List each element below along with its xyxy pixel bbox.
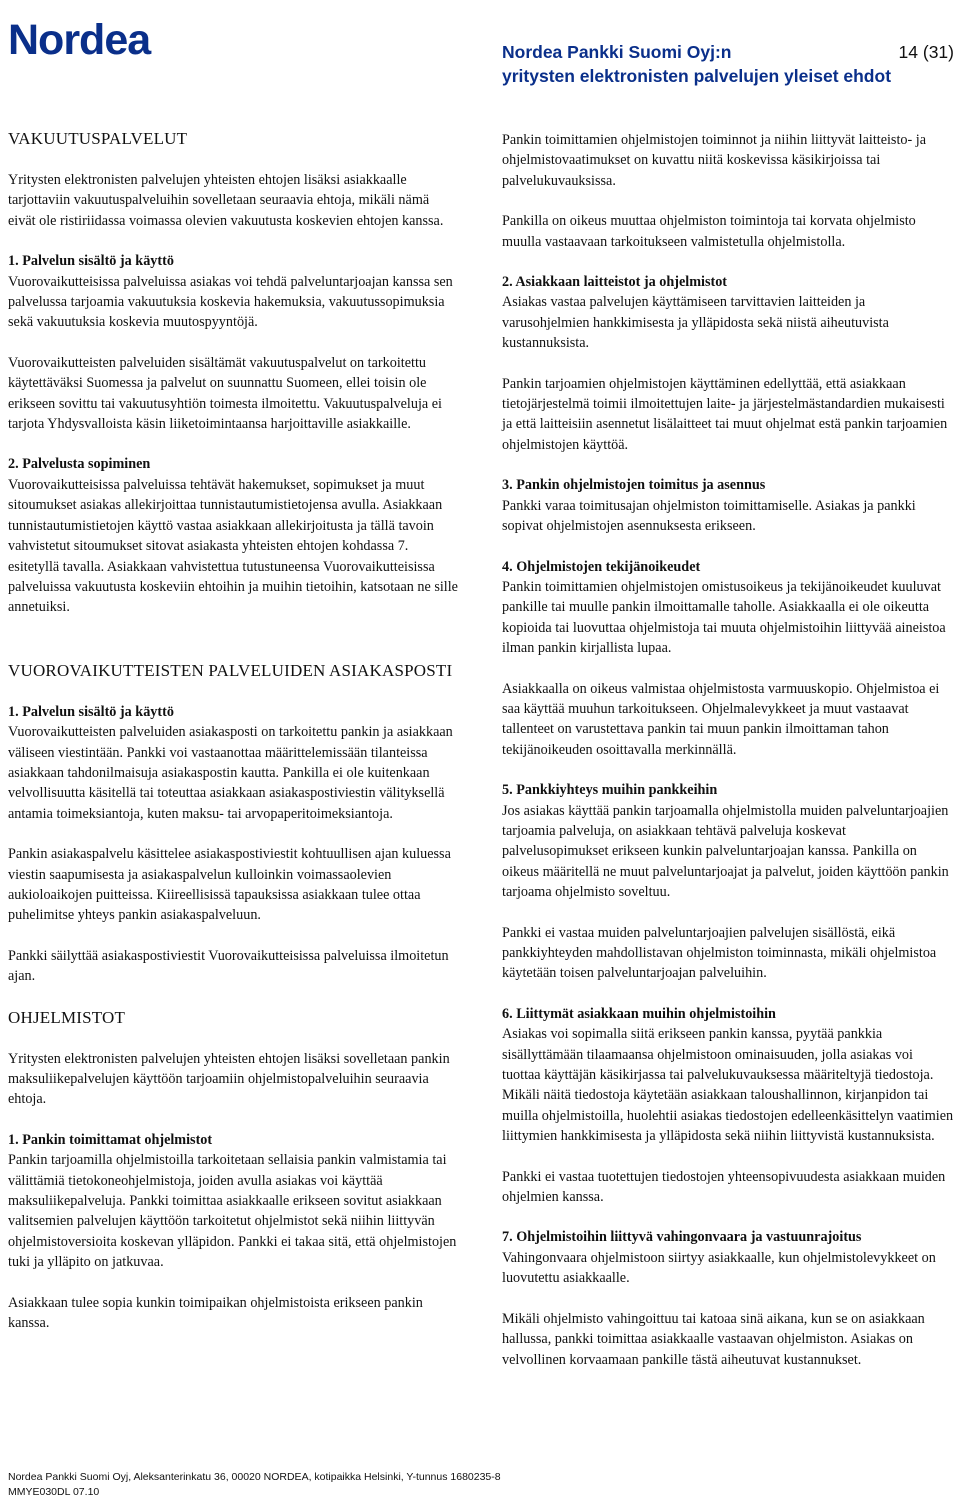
paragraph: Mikäli ohjelmisto vahingoittuu tai katoaa sinä aikana, kun se on asiakkaan hallussa, pankki toimittaa asiakkaalle vastaavan ohjelmiston. Asiakas on velvollinen korvaamaan pankille tästä aiheutuvat kustannukset.: [502, 1310, 925, 1368]
nordea-logo-graphic: [8, 18, 198, 60]
paragraph: Jos asiakas käyttää pankin tarjoamalla ohjelmistolla muiden palveluntarjoajien tarjoamia palveluja, on asiakkaan tehtävä palveluja koskevat palvelusopimukset erikseen kunkin palveluntarjoajan kanssa. Pankilla on oikeus määritellä ne muut palveluntarjoajat ja palvelut, joiden käyttöön pankin tarjoama ohjelmisto soveltuu.: [502, 802, 949, 901]
paragraph: Pankin toimittamien ohjelmistojen toiminnot ja niihin liittyvät laitteisto- ja ohjelmistovaatimukset on kuvattu niitä koskevissa käsikirjoissa tai palvelukuvauksissa.: [502, 132, 927, 189]
section-title: 1. Palvelun sisältö ja käyttö: [8, 253, 174, 270]
section-title: 7. Ohjelmistoihin liittyvä vahingonvaara ja vastuunrajoitus: [502, 1229, 862, 1246]
section-asiakasposti-sisalto: [8, 702, 460, 824]
paragraph: Asiakas voi sopimalla siitä erikseen pankin kanssa, pyytää pankkia sisällyttämään tilaamaansa ohjelmistoon ominaisuuden, jolla asiakas voi tuottaa käyttäjän käsikirjassa tai palvelukuvauksessa määriteltyjä tiedostoja. Mikäli näitä tiedostoja käytetään asiakkaan taloushallinnon, kirjanpidon tai muilla ohjelmistoilla, huolehtii asiakas tiedostojen edelleenkäsittelyn vaatimien liittymien hankkimisesta ja ylläpidosta sekä niihin liittyvistä kustannuksista.: [502, 1026, 954, 1145]
paragraph: Vuorovaikutteisissa palveluissa tehtävät hakemukset, sopimukset ja muut sitoumukset asiakas allekirjoittaa tunnistautumistietojensa avulla. Asiakkaan tunnistautumistietojen käyttö vastaa asiakkaan allekirjoitusta ja tällä tavoin vahvistetut sitoumukset sitovat asiakasta yhteisten ehtojen kohdassa 7. esitetyllä tavalla. Asiakkaan vahvistettua tutustuneensa Vuorovaikutteisissa palveluissa vakuutusta koskeviin ehtoihin ja muihin tietoihin, katsotaan ne sille annetuiksi.: [8, 476, 458, 616]
paragraph: Pankilla on oikeus muuttaa ohjelmiston toimintoja tai korvata ohjelmisto muulla vastaavaan tarkoitukseen valmistetulla ohjelmistolla.: [502, 213, 916, 250]
paragraph: Pankki säilyttää asiakaspostiviestit Vuorovaikutteisissa palveluissa ilmoitetun ajan.: [8, 947, 449, 985]
footer-document-code: MMYE030DL 07.10: [8, 1486, 100, 1498]
section-palvelun-sisalto: [8, 251, 460, 333]
paragraph: Vuorovaikutteisten palveluiden sisältämät vakuutuspalvelut on tarkoitettu käytettäväksi Suomessa ja palvelut on suunnattu Suomeen, ellei toisin ole erikseen sovittu tai vakuutusyhtiön toimesta ilmoitettu. Vakuutuspalveluja ei tarjota Yhdysvalloista käsin liiketoimintaansa harjoittaville asiakkaille.: [8, 354, 442, 433]
paragraph: Asiakas vastaa palvelujen käyttämiseen tarvittavien laitteiden ja varusohjelmien hankkimisesta ja ylläpidosta sekä niistä aiheutuvista kustannuksista.: [502, 294, 889, 352]
page-header: [502, 40, 954, 88]
paragraph: Yritysten elektronisten palvelujen yhteisten ehtojen lisäksi sovelletaan pankin maksuliikepalvelujen käyttöön tarjoamiin ohjelmistopalveluihin seuraavia ehtoja.: [8, 1050, 450, 1108]
section-palvelusta-sopiminen: [8, 454, 460, 617]
right-column: [502, 130, 954, 1390]
paragraph: Pankin asiakaspalvelu käsittelee asiakaspostiviestit kohtuullisen ajan kuluessa viestin saapumisesta ja asiakaspalvelun kulloinkin voimassaolevien aukioloaikojen puitteissa. Kiireellisissä tapauksissa asiakkaan tulee ottaa puhelimitse yhteys pankin asiakaspalveluun.: [8, 846, 451, 924]
heading-vakuutuspalvelut: VAKUUTUSPALVELUT: [8, 129, 188, 148]
company-name: Nordea Pankki Suomi Oyj:n: [502, 42, 732, 62]
paragraph: Pankki ei vastaa muiden palveluntarjoajien palvelujen sisällöstä, eikä pankkiyhteyden mahdollistavan ohjelmiston toiminnasta, mikäli ohjelmistoa käytetään toisen palveluntarjoajan palveluihin.: [502, 924, 937, 982]
heading-ohjelmistot: OHJELMISTOT: [8, 1007, 126, 1027]
section-toimittamat-ohjelmistot: [8, 1130, 460, 1273]
section-title: 5. Pankkiyhteys muihin pankkeihin: [502, 782, 718, 799]
paragraph: Pankin tarjoamilla ohjelmistoilla tarkoitetaan sellaisia pankin valmistamia tai välittämiä tietokoneohjelmistoja, joiden avulla asiakas voi käyttää maksuliikepalveluja. Pankki toimittaa asiakkaalle erikseen sovitut asiakkaan valitsemien palvelujen käyttöön tarkoitetut ohjelmistot sekä niihin liittyvän ohjelmistoversioita koskevan ylläpidon. Pankki ei takaa sitä, että ohjelmistojen tuki ja ylläpito on jatkuvaa.: [8, 1152, 457, 1271]
nordea-logo-wordmark: Nordea: [8, 18, 151, 60]
paragraph: Pankki ei vastaa tuotettujen tiedostojen yhteensopivuudesta asiakkaan muiden ohjelmien kanssa.: [502, 1168, 946, 1206]
page-footer: [8, 1470, 948, 1500]
section-tekijanoikeudet: [502, 557, 954, 659]
document-subtitle: yritysten elektronisten palvelujen yleiset ehdot: [502, 66, 892, 86]
paragraph: Vahingonvaara ohjelmistoon siirtyy asiakkaalle, kun ohjelmistolevykkeet on luovutettu asiakkaalle.: [502, 1249, 936, 1287]
section-title: 1. Pankin toimittamat ohjelmistot: [8, 1131, 213, 1148]
section-pankkiyhteys: [502, 780, 954, 902]
section-title: 3. Pankin ohjelmistojen toimitus ja asennus: [502, 477, 766, 494]
paragraph: Pankin tarjoamien ohjelmistojen käyttäminen edellyttää, että asiakkaan tietojärjestelmä toimii ilmoitettujen laite- ja järjestelmästandardien mukaisesti ja että laitteisiin asennetut lisälaitteet tai muut ohjelmat estä pankin tarjoamien ohjelmistojen käyttöä.: [502, 375, 948, 453]
section-title: 2. Palvelusta sopiminen: [8, 456, 151, 473]
paragraph: Asiakkaalla on oikeus valmistaa ohjelmistosta varmuuskopio. Ohjelmistoa ei saa käyttää muuhun tarkoitukseen. Ohjelmalevykkeet ja muut vastaavat tallenteet on varustettava pankin tai muun pankin ilmoittaman tahon tekijänoikeuden osoittavalla merkinnällä.: [502, 680, 940, 758]
paragraph: Pankin toimittamien ohjelmistojen omistusoikeus ja tekijänoikeudet kuuluvat pankille tai muulle pankin ilmoittamalle taholle. Asiakkaalla ei ole oikeutta kopioida tai luovuttaa ohjelmistoja tai muuta ohjelmistoihin liittyvää aineistoa ilman pankin kirjallista lupaa.: [502, 578, 946, 657]
section-toimitus-asennus: [502, 475, 954, 536]
paragraph: Vuorovaikutteisten palveluiden asiakasposti on tarkoitettu pankin ja asiakkaan väliseen viestintään. Pankki voi vastaanottaa määrittelemissään tilanteissa asiakkaan tahdonilmaisuja asiakaspostin kautta. Pankilla ei ole kuitenkaan velvollisuutta käsitellä tai toteuttaa asiakkaan asiakaspostiviestin välityksellä antamia toimeksiantoja, kuten maksu- tai arvopaperitoimeksiantoja.: [8, 724, 453, 822]
paragraph: Pankki varaa toimitusajan ohjelmiston toimittamiselle. Asiakas ja pankki sopivat ohjelmistojen asennuksesta erikseen.: [502, 497, 916, 535]
footer-address: Nordea Pankki Suomi Oyj, Aleksanterinkatu 36, 00020 NORDEA, kotipaikka Helsinki, Y-tunnus 1680235-8: [8, 1471, 501, 1483]
nordea-logo: [8, 18, 198, 60]
left-column: [8, 128, 460, 1353]
paragraph: Asiakkaan tulee sopia kunkin toimipaikan ohjelmistoista erikseen pankin kanssa.: [8, 1294, 423, 1332]
section-liittymat: [502, 1004, 954, 1147]
section-title: 1. Palvelun sisältö ja käyttö: [8, 703, 174, 720]
section-title: 4. Ohjelmistojen tekijänoikeudet: [502, 558, 701, 575]
section-laitteistot: [502, 272, 954, 354]
paragraph: Yritysten elektronisten palvelujen yhteisten ehtojen lisäksi asiakkaalle tarjottaviin vakuutuspalveluihin sovelletaan seuraavia ehtoja, mikäli nämä eivät ole ristiriidassa voimassa olevien vakuutusta koskevien ehtojen kanssa.: [8, 172, 444, 229]
page-number: 14 (31): [898, 42, 954, 62]
section-title: 6. Liittymät asiakkaan muihin ohjelmistoihin: [502, 1005, 776, 1022]
section-vahingonvaara: [502, 1227, 954, 1288]
heading-asiakasposti: VUOROVAIKUTTEISTEN PALVELUIDEN ASIAKASPOSTI: [8, 660, 453, 680]
paragraph: Vuorovaikutteisissa palveluissa asiakas voi tehdä palveluntarjoajan kanssa sen palvelussa tarjoamia vakuutuksia koskevia hakemuksia, vakuutussopimuksia sekä vakuutuksia koskevia muutospyyntöjä.: [8, 273, 453, 331]
section-title: 2. Asiakkaan laitteistot ja ohjelmistot: [502, 274, 728, 291]
